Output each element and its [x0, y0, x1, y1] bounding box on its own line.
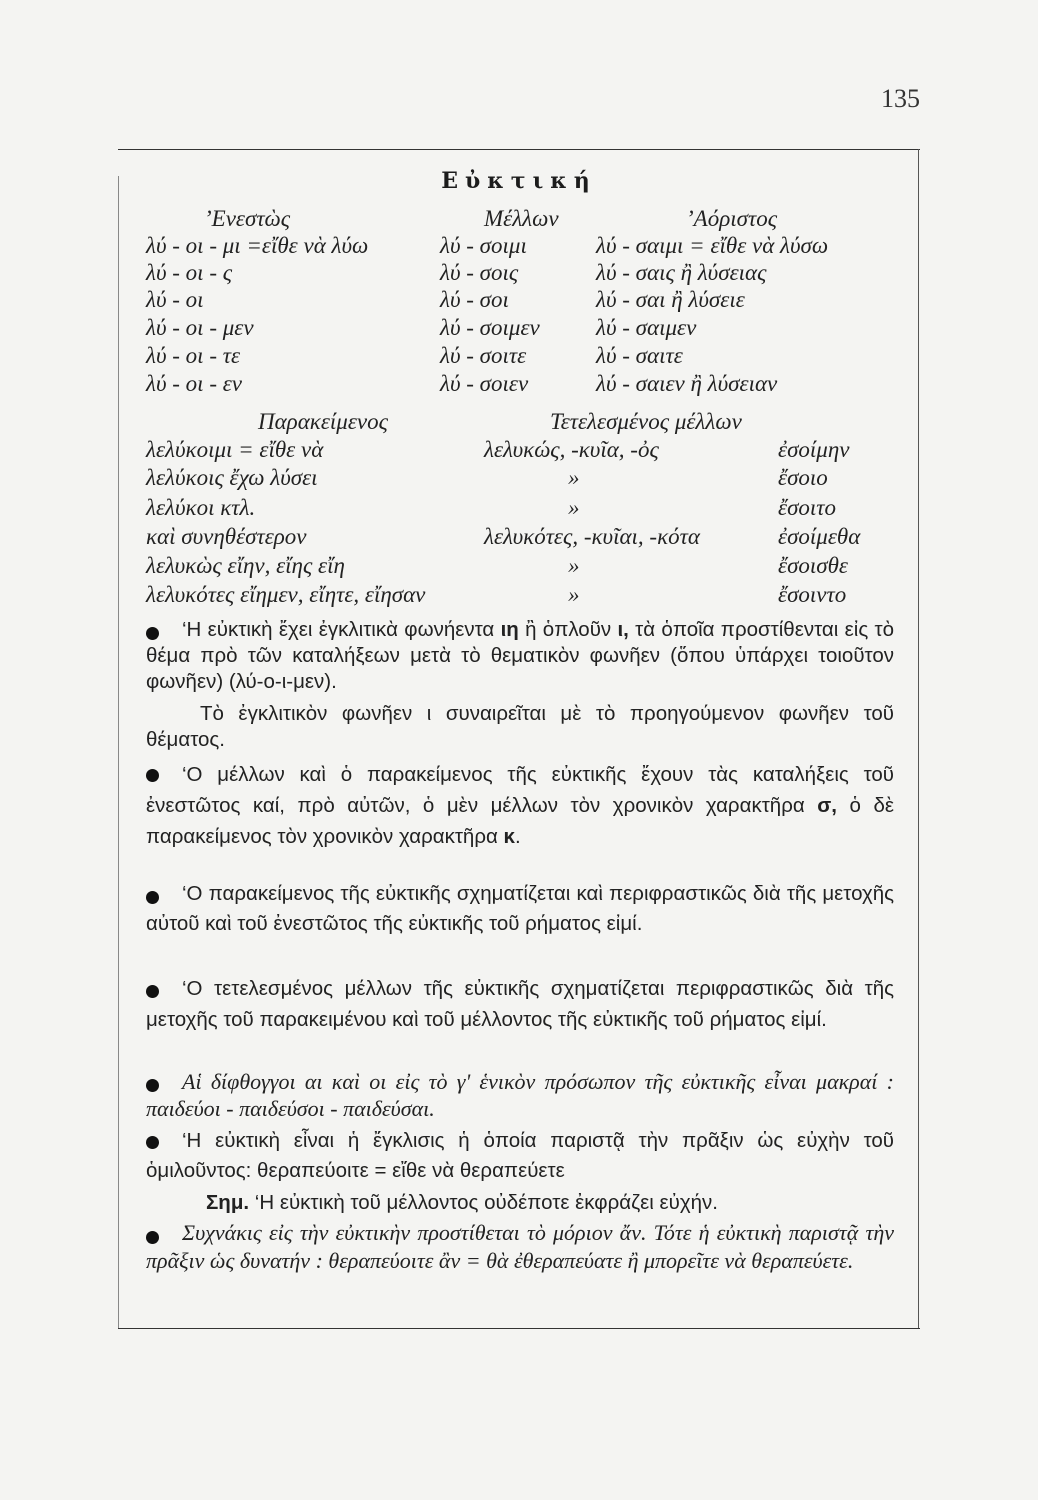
future-form: λύ - σοις: [440, 260, 519, 285]
future-form: λύ - σοι: [440, 287, 509, 312]
section-title: Εὐκτική: [441, 168, 597, 194]
paragraph-modal-particle: Συχνάκις εἰς τὴν εὐκτικὴν προστίθεται τὸ μόριον ἄν. Τότε ἡ εὐκτικὴ παριστᾷ τὴν πρᾶξιν ὡς δυνατήν : θεραπεύοιτε ἂν = θὰ ἐθεραπεύατε ἢ μπορεῖτε νὰ θεραπεύετε.: [146, 1220, 894, 1273]
note-label: Σημ.: [206, 1191, 250, 1214]
future-perfect-auxiliary: ἐσοίμεθα: [778, 524, 861, 549]
aorist-form: λύ - σαιμεν: [596, 315, 697, 340]
header-future-perfect: Τετελεσμένος μέλλων: [550, 409, 742, 434]
paragraph-wish: ‘Η εὐκτικὴ εἶναι ἡ ἔγκλισις ἡ ὁποία παριστᾷ τὴν πρᾶξιν ὡς εὐχὴν τοῦ ὁμιλοῦντος: θεραπεύοιτε = εἴθε νὰ θεραπεύετε: [146, 1129, 894, 1182]
paragraph-periphrastic-perfect: ‘Ο παρακείμενος τῆς εὐκτικῆς σχηματίζεται καὶ περιφραστικῶς διὰ τῆς μετοχῆς αὐτοῦ καὶ τοῦ ἐνεστῶτος τῆς εὐκτικῆς τοῦ ρήματος εἰμί.: [146, 882, 894, 935]
present-form: λύ - οι - εν: [146, 371, 242, 396]
right-rule: [918, 149, 919, 1329]
future-form: λύ - σοιμι: [440, 233, 527, 258]
present-form: λύ - οι - ς: [146, 260, 233, 285]
perfect-form: λελύκοιμι = εἴθε νὰ: [146, 437, 324, 462]
future-perfect-auxiliary: ἔσοιο: [778, 465, 828, 490]
note: [146, 1190, 894, 1216]
future-perfect-auxiliary: ἐσοίμην: [778, 437, 850, 462]
paragraph-clitic-vowels: [146, 617, 894, 695]
bold-term: σ,: [817, 794, 837, 817]
paragraph-periphrastic-future-perfect: ‘Ο τετελεσμένος μέλλων τῆς εὐκτικῆς σχηματίζεται περιφραστικῶς διὰ τῆς μετοχῆς τοῦ παρακειμένου καὶ τοῦ μέλλοντος τῆς εὐκτικῆς τοῦ ρήματος εἰμί.: [146, 977, 894, 1031]
future-perfect-participle: λελυκώς, -κυῖα, -ὀς: [484, 437, 659, 462]
text: ‘Ο μέλλων καὶ ὁ παρακείμενος τῆς εὐκτικῆς ἔχουν τὰς καταλήξεις τοῦ ἐνεστῶτος καί, πρὸ αὐτῶν, ὁ μὲν μέλλων τὸν χρονικὸν χαρακτῆρα: [146, 763, 894, 817]
top-rule: [118, 149, 920, 150]
text: ὁ δὲ παρακείμενος τὸν χρονικὸν χαρακτῆρα: [146, 794, 895, 848]
header-future: Μέλλων: [484, 206, 559, 231]
text: ‘Η εὐκτικὴ ἔχει ἐγκλιτικὰ φωνήεντα: [182, 618, 501, 641]
future-form: λύ - σοιτε: [440, 343, 527, 368]
bottom-rule: [118, 1328, 920, 1329]
perfect-form: λελύκοι κτλ.: [146, 495, 256, 520]
present-form: λύ - οι - μι =εἴθε νὰ λύω: [146, 233, 369, 258]
left-rule: [118, 176, 119, 1328]
header-perfect: Παρακείμενος: [258, 409, 388, 434]
perfect-form: λελυκότες εἴημεν, εἴητε, εἴησαν: [146, 582, 426, 607]
future-perfect-participle: λελυκότες, -κυῖαι, -κότα: [484, 524, 700, 549]
future-form: λύ - σοιμεν: [440, 315, 540, 340]
future-perfect-auxiliary: ἔσοιτο: [778, 495, 837, 520]
future-perfect-participle: »: [568, 582, 580, 607]
perfect-form: καὶ συνηθέστερον: [146, 524, 307, 549]
future-perfect-participle: »: [568, 465, 580, 490]
bold-term: κ: [503, 825, 515, 848]
future-perfect-participle: »: [568, 553, 580, 578]
aorist-form: λύ - σαιτε: [596, 343, 683, 368]
future-perfect-participle: »: [568, 495, 580, 520]
header-present: ’Ενεστὼς: [204, 206, 291, 231]
aorist-form: λύ - σαις ἢ λύσειας: [596, 260, 767, 285]
aorist-form: λύ - σαιμι = εἴθε νὰ λύσω: [596, 233, 829, 258]
perfect-form: λελύκοις ἔχω λύσει: [146, 465, 318, 490]
page-number: 135: [881, 84, 920, 113]
future-perfect-auxiliary: ἔσοισθε: [778, 553, 848, 578]
text: ἢ ὁπλοῦν: [518, 618, 618, 641]
header-aorist: ’Αόριστος: [686, 206, 778, 231]
future-form: λύ - σοιεν: [440, 371, 529, 396]
present-form: λύ - οι - τε: [146, 343, 241, 368]
text: τὰ ὁποῖα προστίθενται εἰς τὸ θέμα πρὸ τῶν καταλήξεων μετὰ τὸ θεματικὸν φωνῆεν (ὅπου ὑπάρχει τοιοῦτον φωνῆεν) (λύ-ο-ι-μεν).: [146, 618, 894, 693]
paragraph-contraction: Τὸ ἐγκλιτικὸν φωνῆεν ι συναιρεῖται μὲ τὸ προηγούμενον φωνῆεν τοῦ θέματος.: [146, 702, 894, 751]
note-text: ‘Η εὐκτικὴ τοῦ μέλλοντος οὐδέποτε ἐκφράζει εὐχήν.: [249, 1191, 718, 1214]
text: .: [514, 825, 521, 848]
future-perfect-auxiliary: ἔσοιντο: [778, 582, 847, 607]
aorist-form: λύ - σαιεν ἢ λύσειαν: [596, 371, 778, 396]
present-form: λύ - οι: [146, 287, 204, 312]
paragraph-future-perfect-endings: [146, 759, 894, 852]
perfect-form: λελυκὼς εἴην, εἴης εἴη: [146, 553, 345, 578]
bold-term: ι,: [617, 618, 629, 641]
bold-term: ιη: [500, 618, 519, 641]
present-form: λύ - οι - μεν: [146, 315, 254, 340]
aorist-form: λύ - σαι ἢ λύσειε: [596, 287, 745, 312]
paragraph-diphthongs: Αἱ δίφθογγοι αι καὶ οι εἰς τὸ γ' ἑνικὸν πρόσωπον τῆς εὐκτικῆς εἶναι μακραί : παιδεύοι - παιδεύσοι - παιδεύσαι.: [146, 1069, 894, 1121]
